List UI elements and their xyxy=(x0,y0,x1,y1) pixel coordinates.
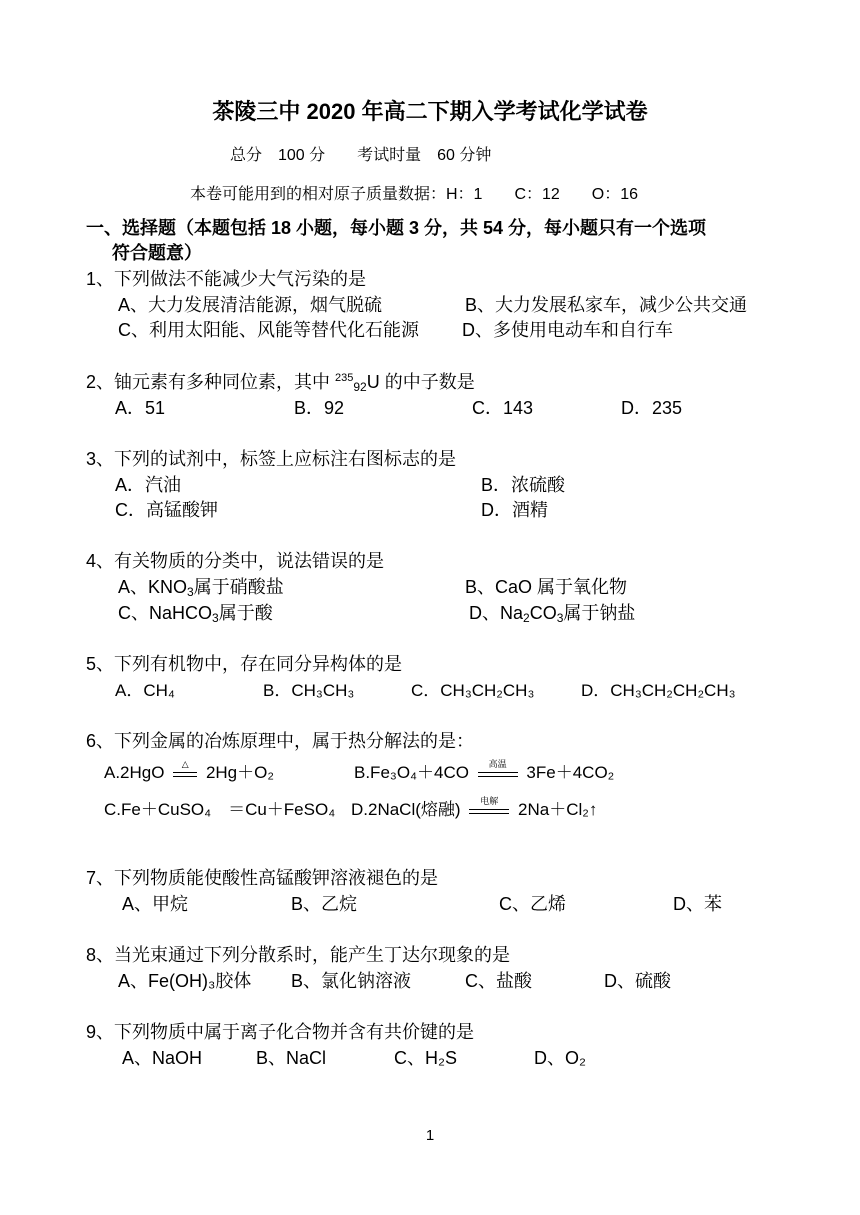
question-8-option-c: C、盐酸 xyxy=(465,971,532,991)
option-d-formula-mid: CO xyxy=(529,603,557,623)
question-9-stem: 9、下列物质中属于离子化合物并含有共价键的是 xyxy=(86,1022,475,1042)
products: 3Fe＋4CO₂ xyxy=(526,763,615,782)
question-6-option-c: C.Fe＋CuSO₄ ＝Cu＋FeSO₄ xyxy=(104,800,336,819)
electrolysis-condition-sign xyxy=(469,795,509,818)
subscript: 2 xyxy=(523,611,530,625)
exam-info: 总分 100 分 考试时量 60 分钟 xyxy=(230,147,492,164)
question-6-stem: 6、下列金属的冶炼原理中，属于热分解法的是： xyxy=(86,731,475,751)
question-3-option-b: B．浓硫酸 xyxy=(481,475,566,495)
question-4-option-c xyxy=(118,602,273,624)
question-4-option-a xyxy=(118,576,284,598)
page-number: 1 xyxy=(425,1127,435,1144)
reactants: D.2NaCl(熔融) xyxy=(351,800,461,819)
equation-line xyxy=(478,776,518,777)
question-9-option-b: B、NaCl xyxy=(256,1048,327,1068)
question-7-option-d: D、苯 xyxy=(673,894,722,914)
option-d-formula: D、Na xyxy=(469,603,524,623)
question-2-option-b: B．92 xyxy=(294,398,345,418)
question-9-option-d: D、O₂ xyxy=(534,1048,586,1068)
question-5-option-a: A．CH₄ xyxy=(115,681,175,700)
question-1-stem: 1、下列做法不能减少大气污染的是 xyxy=(86,269,367,289)
question-5-option-c: C．CH₃CH₂CH₃ xyxy=(411,681,535,700)
question-6-option-a xyxy=(104,758,274,784)
subscript: 3 xyxy=(212,611,219,625)
question-4-option-d xyxy=(469,602,635,624)
question-5-option-d: D．CH₃CH₂CH₂CH₃ xyxy=(581,681,736,700)
question-7-option-a: A、甲烷 xyxy=(122,894,189,914)
question-4-stem: 4、有关物质的分类中，说法错误的是 xyxy=(86,551,385,571)
equation-line xyxy=(469,813,509,814)
question-3-option-a: A．汽油 xyxy=(115,475,182,495)
condition-text: 电解 xyxy=(480,795,499,806)
reactants: B.Fe₃O₄＋4CO xyxy=(354,763,469,782)
exam-title: 茶陵三中 2020 年高二下期入学考试化学试卷 xyxy=(212,99,648,124)
question-2-stem-end: 的中子数是 xyxy=(379,372,475,392)
section-heading-cont: 符合题意） xyxy=(112,243,202,263)
reactants: A.2HgO xyxy=(104,763,165,782)
option-a-text: 属于硝酸盐 xyxy=(193,577,284,597)
atomic-number: 92 xyxy=(353,380,367,394)
products: 2Hg＋O₂ xyxy=(205,763,274,782)
equation-line xyxy=(478,772,518,773)
question-2-option-c: C．143 xyxy=(472,398,534,418)
option-c-formula: C、NaHCO xyxy=(118,603,213,623)
question-2-option-d: D．235 xyxy=(621,398,683,418)
question-8-stem: 8、当光束通过下列分散系时，能产生丁达尔现象的是 xyxy=(86,945,511,965)
subscript: 3 xyxy=(556,611,564,625)
question-4-option-b: B、CaO 属于氧化物 xyxy=(465,577,628,597)
condition-text: 高温 xyxy=(488,758,507,769)
question-3-option-c: C．高锰酸钾 xyxy=(115,500,218,520)
option-c-text: 属于酸 xyxy=(218,603,273,623)
equation-line xyxy=(173,772,197,773)
section-heading: 一、选择题（本题包括 18 小题，每小题 3 分，共 54 分，每小题只有一个选项 xyxy=(86,218,707,238)
heat-symbol: △ xyxy=(181,758,189,769)
question-2-option-a: A．51 xyxy=(115,398,166,418)
mass-number: 235 xyxy=(335,372,354,384)
question-9-option-a: A、NaOH xyxy=(122,1048,203,1068)
question-9-option-c: C、H₂S xyxy=(394,1048,457,1068)
element-symbol: U xyxy=(366,372,380,392)
subscript: 3 xyxy=(187,585,194,599)
heat-condition-sign xyxy=(173,758,197,781)
question-3-stem: 3、下列的试剂中，标签上应标注右图标志的是 xyxy=(86,449,457,469)
question-1-option-c: C、利用太阳能、风能等替代化石能源 xyxy=(118,320,419,340)
question-2-stem-text: 2、铀元素有多种同位素，其中 xyxy=(86,372,336,392)
high-temperature-condition-sign xyxy=(478,758,518,781)
question-7-stem: 7、下列物质能使酸性高锰酸钾溶液褪色的是 xyxy=(86,868,439,888)
question-6-option-d xyxy=(351,795,598,821)
equation-line xyxy=(173,776,197,777)
question-8-option-b: B、氯化钠溶液 xyxy=(291,971,412,991)
question-8-option-d: D、硫酸 xyxy=(604,971,671,991)
option-d-text: 属于钠盐 xyxy=(563,603,636,623)
question-5-stem: 5、下列有机物中，存在同分异构体的是 xyxy=(86,654,403,674)
question-1-option-b: B、大力发展私家车，减少公共交通 xyxy=(465,295,748,315)
question-8-option-a: A、Fe(OH)₃胶体 xyxy=(118,971,252,991)
question-1-option-d: D、多使用电动车和自行车 xyxy=(462,320,673,340)
question-7-option-b: B、乙烷 xyxy=(291,894,358,914)
equation-line xyxy=(469,809,509,810)
option-a-formula: A、KNO xyxy=(118,577,188,597)
question-1-option-a: A、大力发展清洁能源，烟气脱硫 xyxy=(118,295,383,315)
question-7-option-c: C、乙烯 xyxy=(499,894,566,914)
question-5-option-b: B．CH₃CH₃ xyxy=(263,681,355,700)
products: 2Na＋Cl₂↑ xyxy=(518,800,598,819)
question-2-stem xyxy=(86,371,475,393)
atomic-masses: 本卷可能用到的相对原子质量数据：H：1 C：12 O：16 xyxy=(190,186,639,203)
question-3-option-d: D．酒精 xyxy=(481,500,548,520)
question-6-option-b xyxy=(354,758,615,784)
